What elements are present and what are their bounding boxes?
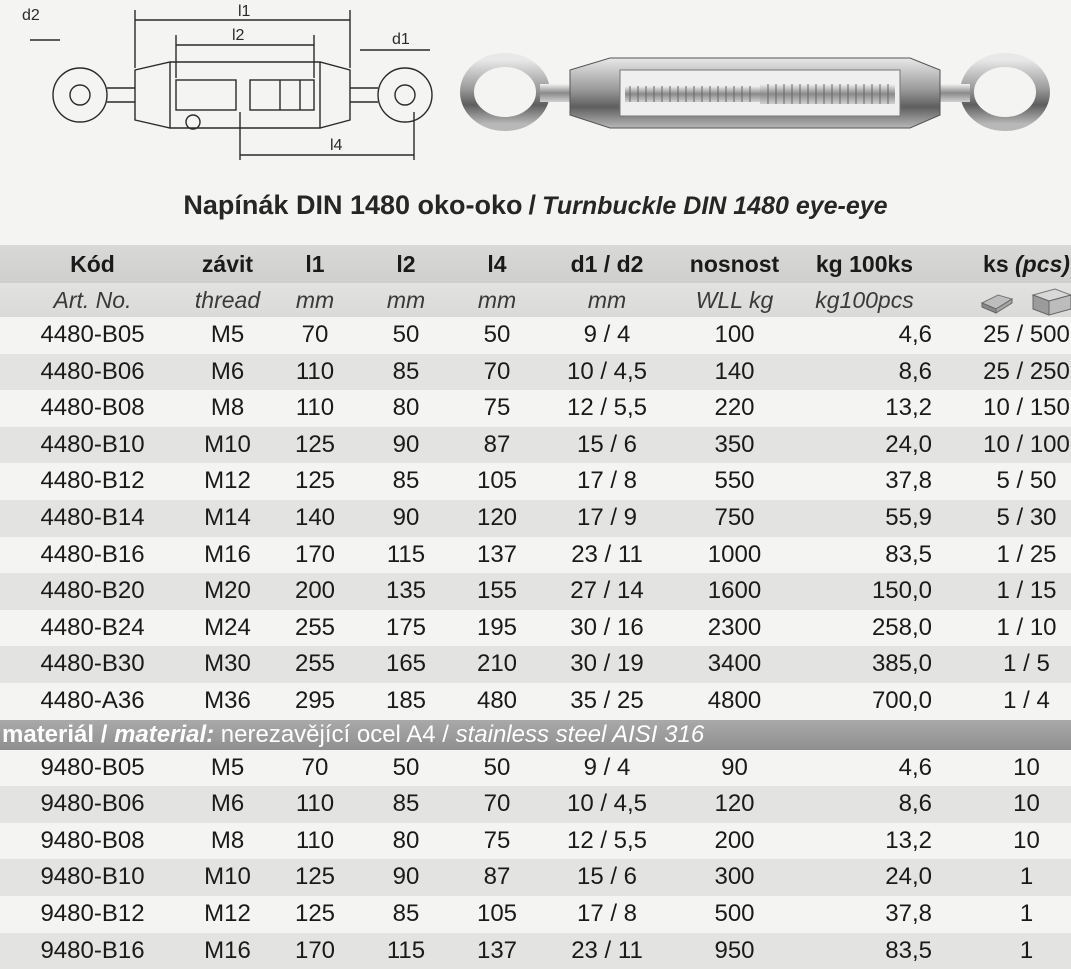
cell-wll: 220 [672, 390, 797, 427]
cell-l2: 185 [360, 683, 452, 720]
cell-l2: 175 [360, 610, 452, 647]
cell-wll: 4800 [672, 683, 797, 720]
cell-weight: 8,6 [797, 786, 957, 823]
material-cell [0, 720, 1071, 750]
cell-l1: 255 [270, 610, 360, 647]
cell-weight: 37,8 [797, 463, 957, 500]
col-header-pcs-label: ks [983, 251, 1009, 277]
table-row [0, 750, 1071, 787]
col-header-d1d2-unit: mm [542, 283, 672, 317]
cell-weight: 13,2 [797, 390, 957, 427]
cell-thread: M5 [185, 750, 270, 787]
cell-l1: 295 [270, 683, 360, 720]
cell-l2: 165 [360, 646, 452, 683]
cell-thread: M8 [185, 823, 270, 860]
table-row [0, 683, 1071, 720]
cell-wll: 950 [672, 933, 797, 969]
cell-thread: M12 [185, 463, 270, 500]
cell-l2: 115 [360, 537, 452, 574]
cell-d1d2: 27 / 14 [542, 573, 672, 610]
col-header-l4-unit: mm [452, 283, 542, 317]
cell-code: 4480-B10 [0, 427, 185, 464]
table-row [0, 646, 1071, 683]
cell-l4: 137 [452, 933, 542, 969]
col-header-pcs-en: (pcs) [1015, 251, 1070, 277]
product-figures [0, 0, 1071, 180]
cell-l4: 210 [452, 646, 542, 683]
cell-d1d2: 12 / 5,5 [542, 390, 672, 427]
table-row [0, 427, 1071, 464]
cell-wll: 300 [672, 859, 797, 896]
cell-l1: 140 [270, 500, 360, 537]
cell-code: 4480-B20 [0, 573, 185, 610]
cell-l1: 170 [270, 933, 360, 969]
cell-d1d2: 23 / 11 [542, 537, 672, 574]
header-row-en [0, 283, 1071, 317]
col-header-thread: závit [185, 245, 270, 283]
cell-d1d2: 9 / 4 [542, 317, 672, 354]
cell-l4: 87 [452, 427, 542, 464]
cell-code: 9480-B08 [0, 823, 185, 860]
cell-l2: 50 [360, 317, 452, 354]
cell-l2: 115 [360, 933, 452, 969]
cell-thread: M16 [185, 933, 270, 969]
table-row [0, 500, 1071, 537]
table-row [0, 317, 1071, 354]
cell-weight: 55,9 [797, 500, 957, 537]
cell-pcs: 25 / 500 [957, 317, 1071, 354]
cell-l2: 90 [360, 500, 452, 537]
cell-wll: 500 [672, 896, 797, 933]
col-header-thread-en: thread [185, 283, 270, 317]
cell-pcs: 1 / 10 [957, 610, 1071, 647]
cell-wll: 350 [672, 427, 797, 464]
cell-l2: 50 [360, 750, 452, 787]
cell-d1d2: 12 / 5,5 [542, 823, 672, 860]
cell-l4: 137 [452, 537, 542, 574]
dim-label-l4: l4 [330, 137, 343, 154]
col-header-d1d2: d1 / d2 [542, 245, 672, 283]
cell-weight: 4,6 [797, 750, 957, 787]
cell-l1: 200 [270, 573, 360, 610]
table-row [0, 610, 1071, 647]
cell-thread: M24 [185, 610, 270, 647]
cell-d1d2: 10 / 4,5 [542, 786, 672, 823]
cell-wll: 90 [672, 750, 797, 787]
cell-thread: M5 [185, 317, 270, 354]
cell-weight: 83,5 [797, 537, 957, 574]
cell-d1d2: 23 / 11 [542, 933, 672, 969]
cell-wll: 2300 [672, 610, 797, 647]
table-row [0, 859, 1071, 896]
cell-l4: 70 [452, 354, 542, 391]
cell-l2: 85 [360, 463, 452, 500]
table-row [0, 786, 1071, 823]
cell-code: 4480-B12 [0, 463, 185, 500]
cell-pcs: 25 / 250 [957, 354, 1071, 391]
cell-code: 9480-B12 [0, 896, 185, 933]
box-large-icon [1029, 287, 1071, 317]
cell-pcs: 10 [957, 786, 1071, 823]
cell-pcs: 1 / 4 [957, 683, 1071, 720]
cell-l1: 110 [270, 354, 360, 391]
cell-wll: 100 [672, 317, 797, 354]
cell-l2: 80 [360, 390, 452, 427]
cell-weight: 700,0 [797, 683, 957, 720]
cell-pcs: 1 / 15 [957, 573, 1071, 610]
cell-pcs: 1 / 5 [957, 646, 1071, 683]
cell-weight: 24,0 [797, 859, 957, 896]
cell-d1d2: 15 / 6 [542, 427, 672, 464]
cell-code: 4480-B16 [0, 537, 185, 574]
cell-d1d2: 9 / 4 [542, 750, 672, 787]
cell-l4: 120 [452, 500, 542, 537]
material-sep-2: / [442, 721, 449, 748]
cell-weight: 150,0 [797, 573, 957, 610]
dim-label-d1: d1 [392, 31, 410, 48]
col-header-l1-unit: mm [270, 283, 360, 317]
material-row [0, 720, 1071, 750]
cell-code: 4480-B06 [0, 354, 185, 391]
cell-l1: 125 [270, 427, 360, 464]
cell-thread: M10 [185, 859, 270, 896]
col-header-l2: l2 [360, 245, 452, 283]
cell-l4: 195 [452, 610, 542, 647]
cell-weight: 24,0 [797, 427, 957, 464]
cell-l1: 70 [270, 317, 360, 354]
spec-table [0, 245, 1071, 969]
cell-l2: 85 [360, 896, 452, 933]
cell-wll: 120 [672, 786, 797, 823]
cell-l4: 105 [452, 896, 542, 933]
cell-l1: 255 [270, 646, 360, 683]
cell-pcs: 5 / 30 [957, 500, 1071, 537]
cell-thread: M8 [185, 390, 270, 427]
cell-thread: M16 [185, 537, 270, 574]
cell-l4: 75 [452, 390, 542, 427]
col-header-pkg-icons [957, 283, 1071, 317]
col-header-wll-en: WLL kg [672, 283, 797, 317]
col-header-l1: l1 [270, 245, 360, 283]
cell-code: 9480-B06 [0, 786, 185, 823]
cell-l4: 70 [452, 786, 542, 823]
cell-weight: 258,0 [797, 610, 957, 647]
cell-l1: 110 [270, 390, 360, 427]
cell-pcs: 1 [957, 896, 1071, 933]
title-cz: Napínák DIN 1480 oko-oko [183, 190, 522, 220]
dim-label-d2: d2 [22, 7, 40, 24]
cell-code: 4480-B30 [0, 646, 185, 683]
cell-l2: 85 [360, 354, 452, 391]
cell-wll: 140 [672, 354, 797, 391]
col-header-wll: nosnost [672, 245, 797, 283]
dim-label-l2: l2 [232, 27, 245, 44]
cell-thread: M6 [185, 354, 270, 391]
cell-pcs: 5 / 50 [957, 463, 1071, 500]
cell-pcs: 10 [957, 823, 1071, 860]
cell-thread: M10 [185, 427, 270, 464]
cell-thread: M6 [185, 786, 270, 823]
cell-d1d2: 17 / 9 [542, 500, 672, 537]
cell-l1: 125 [270, 463, 360, 500]
cell-weight: 13,2 [797, 823, 957, 860]
material-label-en: material: [114, 721, 214, 748]
title-en: Turnbuckle DIN 1480 eye-eye [542, 192, 888, 220]
col-header-l2-unit: mm [360, 283, 452, 317]
cell-thread: M20 [185, 573, 270, 610]
cell-d1d2: 30 / 16 [542, 610, 672, 647]
cell-d1d2: 17 / 8 [542, 896, 672, 933]
table-row [0, 390, 1071, 427]
cell-code: 9480-B10 [0, 859, 185, 896]
cell-code: 4480-A36 [0, 683, 185, 720]
cell-l4: 87 [452, 859, 542, 896]
cell-d1d2: 17 / 8 [542, 463, 672, 500]
cell-weight: 8,6 [797, 354, 957, 391]
cell-pcs: 10 / 100 [957, 427, 1071, 464]
cell-weight: 4,6 [797, 317, 957, 354]
cell-l4: 155 [452, 573, 542, 610]
cell-wll: 1000 [672, 537, 797, 574]
col-header-weight-en: kg100pcs [797, 283, 957, 317]
material-value-en: stainless steel AISI 316 [456, 721, 705, 748]
cell-pcs: 1 [957, 933, 1071, 969]
cell-l1: 125 [270, 896, 360, 933]
cell-l2: 90 [360, 427, 452, 464]
cell-l4: 480 [452, 683, 542, 720]
dim-label-l1: l1 [238, 3, 251, 20]
cell-thread: M14 [185, 500, 270, 537]
cell-l1: 70 [270, 750, 360, 787]
table-row [0, 463, 1071, 500]
cell-wll: 550 [672, 463, 797, 500]
cell-weight: 37,8 [797, 896, 957, 933]
cell-code: 9480-B16 [0, 933, 185, 969]
cell-d1d2: 15 / 6 [542, 859, 672, 896]
cell-l4: 105 [452, 463, 542, 500]
cell-l1: 110 [270, 786, 360, 823]
cell-l4: 50 [452, 750, 542, 787]
cell-code: 9480-B05 [0, 750, 185, 787]
material-sep-1: / [101, 721, 108, 748]
cell-wll: 1600 [672, 573, 797, 610]
col-header-art-no: Art. No. [0, 283, 185, 317]
cell-l2: 135 [360, 573, 452, 610]
material-value-cz: nerezavějící ocel A4 [221, 721, 436, 748]
header-row-cz [0, 245, 1071, 283]
col-header-pcs [957, 245, 1071, 283]
table-row [0, 896, 1071, 933]
table-row [0, 537, 1071, 574]
cell-code: 4480-B14 [0, 500, 185, 537]
table-row [0, 354, 1071, 391]
turnbuckle-photo [450, 0, 1070, 180]
cell-l4: 50 [452, 317, 542, 354]
turnbuckle-technical-drawing [0, 0, 450, 180]
col-header-code: Kód [0, 245, 185, 283]
table-row [0, 573, 1071, 610]
cell-code: 4480-B24 [0, 610, 185, 647]
cell-l1: 125 [270, 859, 360, 896]
page-title [0, 190, 1071, 221]
cell-pcs: 1 / 25 [957, 537, 1071, 574]
cell-wll: 200 [672, 823, 797, 860]
cell-l2: 90 [360, 859, 452, 896]
col-header-weight: kg 100ks [797, 245, 957, 283]
cell-l4: 75 [452, 823, 542, 860]
cell-thread: M30 [185, 646, 270, 683]
cell-pcs: 10 [957, 750, 1071, 787]
cell-weight: 83,5 [797, 933, 957, 969]
cell-l2: 85 [360, 786, 452, 823]
material-label-cz: materiál [2, 721, 94, 748]
cell-l1: 110 [270, 823, 360, 860]
cell-weight: 385,0 [797, 646, 957, 683]
box-small-icon [980, 289, 1014, 315]
cell-d1d2: 35 / 25 [542, 683, 672, 720]
cell-thread: M12 [185, 896, 270, 933]
table-row [0, 933, 1071, 969]
cell-pcs: 10 / 150 [957, 390, 1071, 427]
cell-d1d2: 10 / 4,5 [542, 354, 672, 391]
cell-wll: 750 [672, 500, 797, 537]
cell-wll: 3400 [672, 646, 797, 683]
col-header-l4: l4 [452, 245, 542, 283]
cell-pcs: 1 [957, 859, 1071, 896]
cell-l2: 80 [360, 823, 452, 860]
cell-d1d2: 30 / 19 [542, 646, 672, 683]
cell-code: 4480-B05 [0, 317, 185, 354]
title-separator: / [529, 190, 537, 220]
table-row [0, 823, 1071, 860]
cell-code: 4480-B08 [0, 390, 185, 427]
cell-thread: M36 [185, 683, 270, 720]
cell-l1: 170 [270, 537, 360, 574]
